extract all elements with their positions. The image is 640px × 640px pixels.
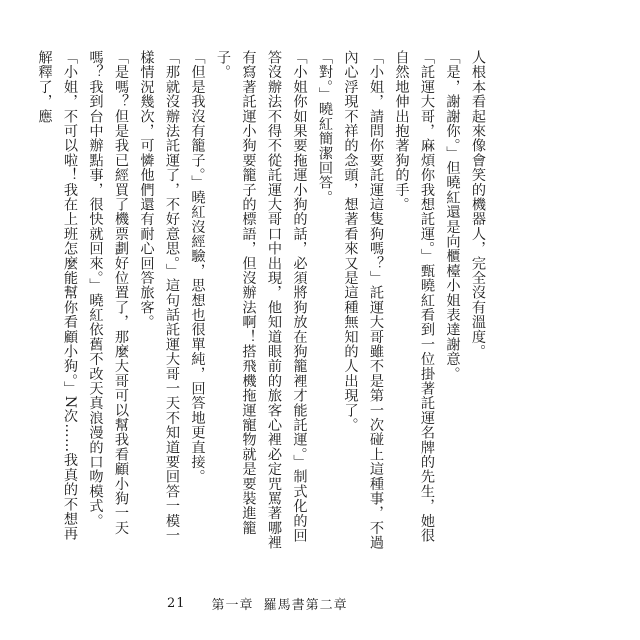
paragraph-4: 「小姐，請問你要託運這隻狗嗎？」託運大哥雖不是第一次碰上這種事，不過內心浮現不祥的念頭，想著看來又是這種無知的人出現了。 [342, 50, 384, 550]
paragraph-10: 「小姐，不可以啦！我在上班怎麼能幫你看顧小狗。」N次……我真的不想再解釋了，應 [36, 50, 78, 541]
paragraph-6: 「小姐你如果要拖運小狗的話，必須將狗放在狗籠裡才能託運。」制式化的回答沒辦法不得不從託運大哥口中出現，他知道眼前的旅客心裡必定咒罵著哪裡有寫著託運小狗要籠子的標語，但沒辦法啊！搭飛機拖運寵物就是要裝進籠子。 [215, 50, 308, 550]
page-number: 21 [167, 595, 186, 611]
paragraph-8: 「那就沒辦法託運了，不好意思。」這句話託運大哥一天不知道要回答一模一樣情況幾次，可憐他們還有耐心回答旅客。 [138, 50, 180, 543]
paragraph-9: 「是嗎？但是我已經買了機票劃好位置了，那麼大哥可以幫我看顧小狗一天嗎？我到台中辦點事，很快就回來。」曉紅依舊不改天真浪漫的口吻模式。 [87, 50, 129, 536]
vertical-text-body [36, 50, 490, 555]
paragraph-1: 人根本看起來像會笑的機器人，完全沒有溫度。 [470, 50, 486, 359]
paragraph-3: 「託運大哥，麻煩你我想託運。」甄曉紅看到一位掛著託運名牌的先生，她很自然地伸出抱著狗的手。 [393, 50, 435, 543]
page-footer [167, 593, 348, 613]
paragraph-2: 「是，謝謝你。」但曉紅還是向櫃檯小姐表達謝意。 [444, 50, 461, 381]
paragraph-5: 「對。」曉紅簡潔回答。 [317, 50, 333, 205]
paragraph-7: 「但是我沒有籠子。」曉紅沒經驗，思想也很單純，回答地更直接。 [189, 50, 206, 484]
chapter-title: 羅馬書第二章 [263, 597, 348, 613]
chapter-label: 第一章 [211, 597, 254, 613]
